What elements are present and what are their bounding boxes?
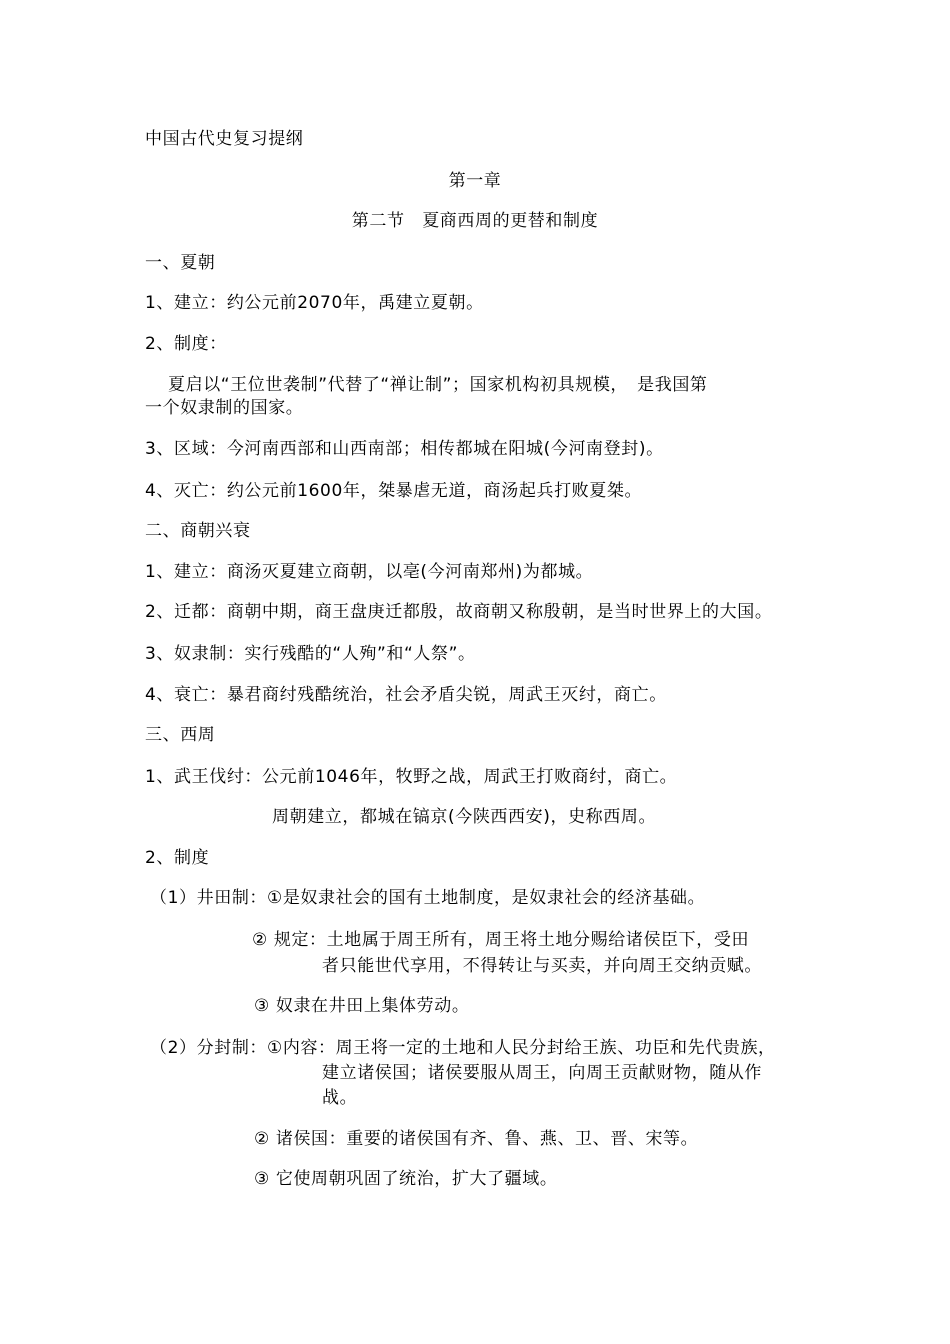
xia-system-text-line2: 一个奴隶制的国家。: [145, 398, 304, 418]
xia-fall: 4、灭亡：约公元前1600年，桀暴虐无道，商汤起兵打败夏桀。: [145, 481, 643, 501]
enfeoffment-item3: ③ 它使周朝巩固了统治，扩大了疆域。: [254, 1169, 558, 1189]
shang-capital-move: 2、迁都：商朝中期，商王盘庚迁都殷，故商朝又称殷朝，是当时世界上的大国。: [145, 602, 773, 622]
zhou-heading: 三、西周: [145, 725, 216, 745]
xia-system-label: 2、制度：: [145, 334, 227, 354]
section-heading: 第二节 夏商西周的更替和制度: [351, 211, 599, 231]
xia-founding: 1、建立：约公元前2070年，禹建立夏朝。: [145, 293, 484, 313]
xia-system-text-line1: 夏启以“王位世袭制”代替了“禅让制”；国家机构初具规模， 是我国第: [168, 375, 708, 395]
chapter-heading: 第一章: [448, 171, 502, 191]
well-field-item3: ③ 奴隶在井田上集体劳动。: [254, 996, 470, 1016]
shang-heading: 二、商朝兴衰: [145, 521, 251, 541]
zhou-founding: 周朝建立，都城在镐京(今陕西西安)，史称西周。: [272, 807, 657, 827]
document-title: 中国古代史复习提纲: [145, 129, 304, 149]
zhou-system-label: 2、制度: [145, 848, 210, 868]
shang-slavery: 3、奴隶制：实行残酷的“人殉”和“人祭”。: [145, 644, 476, 664]
enfeoffment-item1-line2: 建立诸侯国；诸侯要服从周王，向周王贡献财物，随从作: [322, 1063, 762, 1083]
shang-decline: 4、衰亡：暴君商纣残酷统治，社会矛盾尖锐，周武王灭纣，商亡。: [145, 685, 667, 705]
xia-heading: 一、夏朝: [145, 253, 216, 273]
zhou-conquest: 1、武王伐纣：公元前1046年，牧野之战，周武王打败商纣，商亡。: [145, 767, 678, 787]
well-field-item2-line1: ② 规定：土地属于周王所有，周王将土地分赐给诸侯臣下，受田: [252, 930, 750, 950]
enfeoffment-item1-line1: （2）分封制：①内容：周王将一定的土地和人民分封给王族、功臣和先代贵族，: [150, 1038, 776, 1058]
well-field-item2-line2: 者只能世代享用，不得转让与买卖，并向周王交纳贡赋。: [322, 956, 762, 976]
shang-founding: 1、建立：商汤灭夏建立商朝，以亳(今河南郑州)为都城。: [145, 562, 594, 582]
enfeoffment-item1-line3: 战。: [322, 1088, 358, 1108]
well-field-item1: （1）井田制：①是奴隶社会的国有土地制度，是奴隶社会的经济基础。: [150, 888, 706, 908]
enfeoffment-item2: ② 诸侯国：重要的诸侯国有齐、鲁、燕、卫、晋、宋等。: [254, 1129, 699, 1149]
xia-region: 3、区域：今河南西部和山西南部；相传都城在阳城(今河南登封)。: [145, 439, 664, 459]
